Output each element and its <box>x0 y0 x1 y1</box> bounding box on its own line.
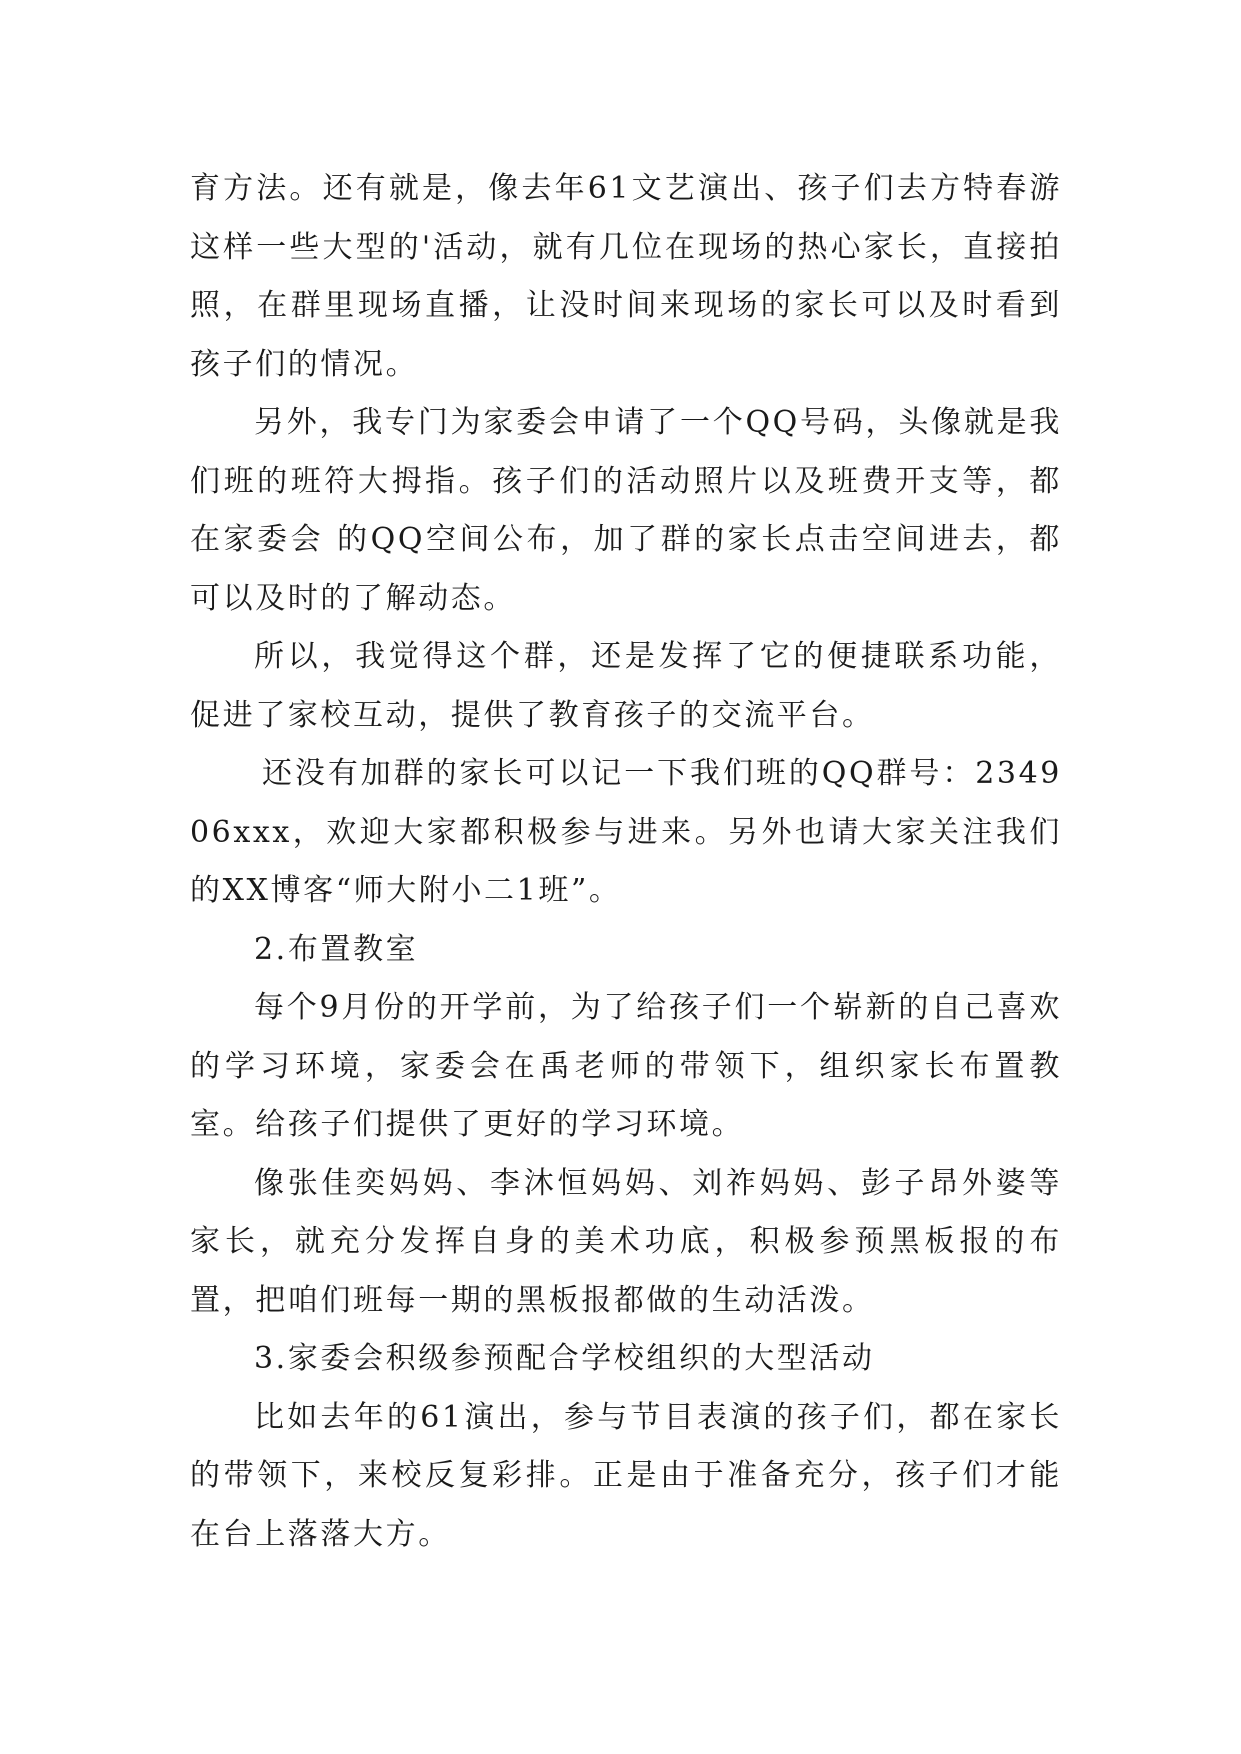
paragraph-qq-group-number: 还没有加群的家长可以记一下我们班的QQ群号：234906xxx，欢迎大家都积极参与进来。另外也请大家关注我们的XX博客“师大附小二1班”。 <box>190 756 1062 908</box>
paragraph-performance: 比如去年的61演出，参与节目表演的孩子们，都在家长的带领下，来校反复彩排。正是由于准备充分，孩子们才能在台上落落大方。 <box>190 1399 1062 1552</box>
paragraph-group-summary: 所以，我觉得这个群，还是发挥了它的便捷联系功能，促进了家校互动，提供了教育孩子的交流平台。 <box>190 639 1062 733</box>
paragraph-qq-account: 另外，我专门为家委会申请了一个QQ号码，头像就是我们班的班符大拇指。孩子们的活动照片以及班费开支等，都在家委会 的QQ空间公布，加了群的家长点击空间进去，都可以及时的了解动态。 <box>190 405 1062 616</box>
paragraph-continuation: 育方法。还有就是，像去年61文艺演出、孩子们去方特春游这样一些大型的'活动，就有几位在现场的热心家长，直接拍照，在群里现场直播，让没时间来现场的家长可以及时看到孩子们的情况。 <box>190 171 1062 382</box>
paragraph-classroom-setup: 每个9月份的开学前，为了给孩子们一个崭新的自己喜欢的学习环境，家委会在禹老师的带领下，组织家长布置教室。给孩子们提供了更好的学习环境。 <box>190 990 1062 1142</box>
section-heading-classroom: 2.布置教室 <box>254 931 419 967</box>
paragraph-blackboard: 像张佳奕妈妈、李沐恒妈妈、刘祚妈妈、彭子昂外婆等家长，就充分发挥自身的美术功底，积极参预黑板报的布置，把咱们班每一期的黑板报都做的生动活泼。 <box>190 1165 1062 1318</box>
document-body <box>190 160 1062 1564</box>
section-heading-activities: 3.家委会积级参预配合学校组织的大型活动 <box>254 1341 875 1376</box>
